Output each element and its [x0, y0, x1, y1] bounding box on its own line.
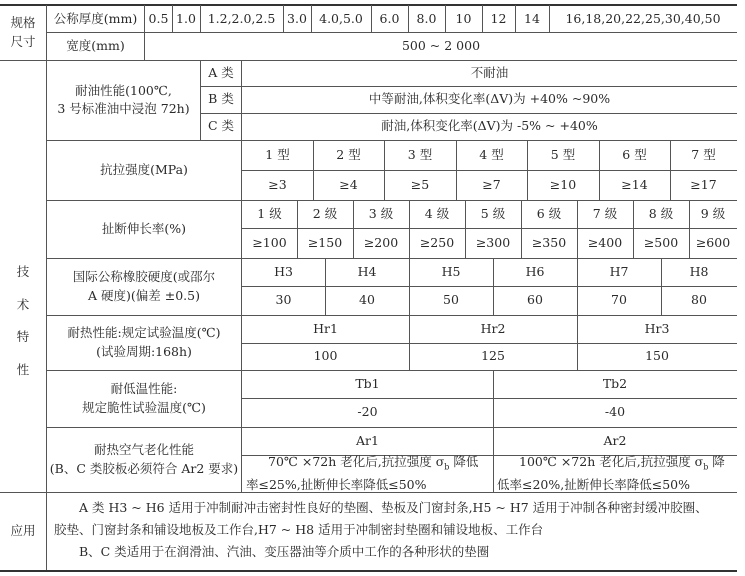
spec-group-label-line1: 规格 [10, 15, 36, 31]
low-temperature-grade: Tb2 [602, 375, 628, 391]
tensile-value: ≥10 [549, 176, 577, 192]
air-aging-grade: Ar2 [603, 432, 627, 448]
elongation-grade: 8 级 [648, 205, 674, 221]
thickness-value: 1.0 [176, 10, 196, 26]
oil-resistance-label [47, 60, 200, 140]
elongation-grade: 2 级 [312, 205, 338, 221]
oil-resistance-label-line: 耐油性能(100℃, [75, 82, 172, 98]
tensile-value: ≥14 [621, 176, 648, 192]
hardness-grade: H6 [525, 263, 545, 279]
tech-group-label-char: 术 [16, 296, 30, 312]
spec-group-label-line2: 尺寸 [10, 33, 36, 49]
spec-group-label [0, 5, 46, 60]
hardness-value: 80 [691, 292, 707, 308]
low-temperature-label-line: 耐低温性能: [110, 381, 178, 397]
thickness-value: 14 [524, 10, 540, 26]
table-bottom-border [0, 570, 737, 572]
tensile-type: 7 型 [691, 146, 716, 162]
oil-class-value: 中等耐油,体积变化率(ΔV)为 +40% ~90% [368, 91, 611, 107]
tensile-value: ≥17 [690, 176, 717, 192]
hardness-grade: H5 [441, 263, 461, 279]
air-aging-value-text: 降低 [449, 453, 479, 469]
elongation-label: 扯断伸长率(%) [101, 220, 187, 236]
heat-resistance-label [47, 315, 241, 370]
air-aging-value-text: 100℃ ×72h 老化后,抗拉强度 σ [519, 453, 704, 469]
elongation-value: ≥300 [475, 234, 511, 250]
air-aging-label [47, 427, 241, 492]
tensile-value: ≥3 [268, 176, 287, 192]
elongation-value: ≥250 [419, 234, 455, 250]
oil-class-value: 不耐油 [470, 64, 509, 80]
hardness-value: 60 [527, 292, 543, 308]
application-line: 胶垫、门窗封条和铺设地板及工作台,H7 ~ H8 适用于冲制密封垫圈和铺设地板、工作台 [54, 522, 544, 537]
air-aging-value-text: 70℃ ×72h 老化后,抗拉强度 σ [268, 453, 445, 469]
hardness-grade: H7 [609, 263, 629, 279]
low-temperature-label [47, 370, 241, 427]
heat-resistance-label-line: 耐热性能:规定试验温度(℃) [67, 325, 221, 341]
thickness-value: 16,18,20,22,25,30,40,50 [565, 10, 721, 26]
tensile-type: 6 型 [622, 146, 647, 162]
application-text [54, 497, 734, 563]
tensile-strength-label: 抗拉强度(MPa) [100, 161, 188, 177]
air-aging-value-line [246, 453, 478, 477]
elongation-value: ≥100 [252, 234, 287, 250]
oil-resistance-label-line: 3 号标准油中浸泡 72h) [57, 101, 190, 116]
tensile-value: ≥4 [339, 176, 358, 192]
air-aging-label-line: (B、C 类胶板必须符合 Ar2 要求) [49, 460, 239, 476]
air-aging-value-line [497, 453, 725, 477]
oil-class: B 类 [208, 91, 234, 107]
width-value: 500 ~ 2 000 [401, 38, 481, 54]
hardness-grade: H3 [274, 263, 293, 279]
air-aging-value [246, 455, 489, 492]
air-aging-value-text: 降 [708, 453, 725, 469]
low-temperature-value: -20 [357, 404, 378, 420]
width-label: 宽度(mm) [66, 38, 125, 54]
air-aging-grade: Ar1 [356, 432, 379, 448]
elongation-grade: 9 级 [700, 205, 726, 221]
tensile-type: 2 型 [336, 146, 361, 162]
heat-grade: Hr3 [644, 320, 670, 336]
hardness-value: 40 [359, 292, 375, 308]
application-line: B、C 类适用于在润滑油、汽油、变压器油等介质中工作的各种形状的垫圈 [79, 544, 490, 559]
tech-group-label [0, 60, 46, 492]
thickness-value: 1.2,2.0,2.5 [207, 10, 276, 26]
oil-class: A 类 [208, 64, 234, 80]
hardness-label-line: 国际公称橡胶硬度(或邵尔 [72, 269, 216, 285]
hardness-label [47, 258, 241, 315]
thickness-value: 4.0,5.0 [319, 10, 363, 26]
air-aging-value [497, 455, 733, 492]
heat-value: 100 [313, 348, 338, 364]
tech-group-label-char: 技 [16, 264, 30, 279]
application-label: 应用 [10, 522, 36, 538]
heat-value: 150 [645, 348, 669, 364]
tech-group-label-char: 性 [16, 361, 30, 377]
sigma-subscript: b [703, 462, 709, 472]
low-temperature-label-line: 规定脆性试验温度(℃) [82, 399, 206, 415]
oil-class: C 类 [207, 118, 235, 134]
hardness-value: 30 [275, 292, 292, 308]
heat-grade: Hr2 [480, 320, 506, 336]
elongation-value: ≥600 [695, 234, 731, 250]
heat-resistance-label-line: (试验周期:168h) [96, 343, 192, 359]
elongation-grade: 1 级 [257, 205, 282, 221]
elongation-grade: 5 级 [480, 205, 506, 221]
hardness-value: 70 [611, 292, 627, 308]
air-aging-value-line: 率≤25%,扯断伸长率降低≤50% [246, 477, 427, 493]
tensile-value: ≥7 [482, 176, 501, 192]
low-temperature-grade: Tb1 [355, 375, 380, 391]
sigma-subscript: b [444, 462, 450, 472]
tensile-value: ≥5 [410, 176, 430, 192]
elongation-grade: 6 级 [536, 205, 562, 221]
heat-value: 125 [481, 348, 505, 364]
tensile-type: 3 型 [407, 146, 433, 162]
tensile-type: 5 型 [550, 146, 576, 162]
elongation-grade: 3 级 [368, 205, 394, 221]
tensile-type: 1 型 [265, 146, 290, 162]
hardness-grade: H8 [689, 263, 709, 279]
thickness-label: 公称厚度(mm) [53, 10, 138, 26]
thickness-value: 12 [490, 10, 507, 26]
low-temperature-value: -40 [604, 404, 626, 420]
thickness-value: 3.0 [287, 10, 307, 26]
hardness-value: 50 [443, 292, 459, 308]
elongation-value: ≥200 [363, 234, 399, 250]
thickness-value: 0.5 [148, 10, 169, 26]
tensile-type: 4 型 [479, 146, 504, 162]
hardness-label-line: A 硬度)(偏差 ±0.5) [88, 287, 200, 303]
elongation-value: ≥500 [643, 234, 679, 250]
elongation-value: ≥350 [531, 234, 567, 250]
thickness-value: 10 [455, 10, 472, 26]
thickness-value: 8.0 [416, 10, 437, 26]
elongation-grade: 7 级 [592, 205, 618, 221]
hardness-grade: H4 [357, 263, 377, 279]
air-aging-value-line: 低率≤20%,扯断伸长率降低≤50% [497, 477, 690, 493]
heat-grade: Hr1 [313, 320, 338, 336]
thickness-value: 6.0 [379, 10, 400, 26]
application-line: A 类 H3 ~ H6 适用于冲制耐冲击密封性良好的垫圈、垫板及门窗封条,H5 ~ H7 适用于冲制各种密封缓冲胶圈、 [79, 500, 708, 515]
elongation-value: ≥400 [587, 234, 623, 250]
elongation-grade: 4 级 [424, 205, 450, 221]
air-aging-label-line: 耐热空气老化性能 [93, 442, 194, 458]
tech-group-label-char: 特 [16, 329, 30, 344]
oil-class-value: 耐油,体积变化率(ΔV)为 -5% ~ +40% [381, 118, 598, 134]
elongation-value: ≥150 [307, 234, 343, 250]
